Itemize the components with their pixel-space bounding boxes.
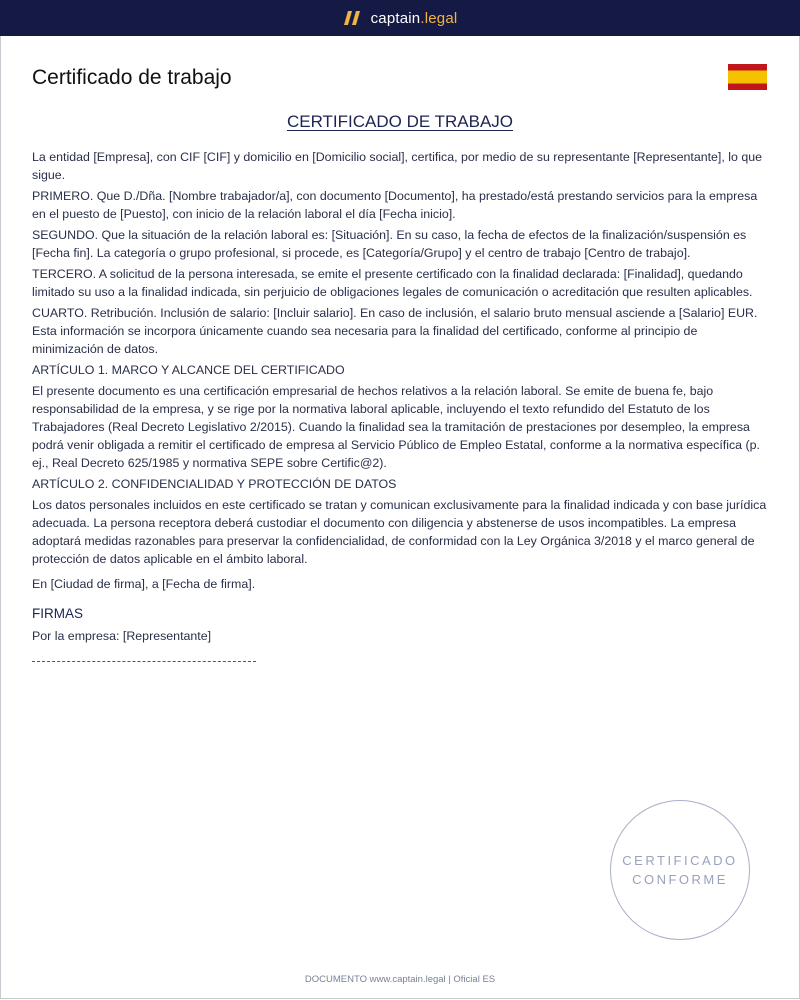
footer-text: DOCUMENTO www.captain.legal | Oficial ES — [304, 974, 496, 985]
stamp-line-2: CONFORME — [632, 872, 728, 887]
clause-tercero: TERCERO. A solicitud de la persona interesada, se emite el presente certificado con la finalidad declarada: [Finalidad], quedando limitado su uso a la finalidad indicada, sin perjuicio de obligaciones legales de comunicación o acreditación que resulten aplicables. — [32, 267, 753, 299]
document-title: CERTIFICADO DE TRABAJO — [286, 112, 514, 131]
article-1-text: El presente documento es una certificación empresarial de hechos relativos a la relación laboral. Se emite de buena fe, bajo responsabilidad de la empresa, y se rige por la normativa laboral aplicable, incluyendo el texto refundido del Estatuto de los Trabajadores (Real Decreto Legislativo 2/2015). Cuando la finalidad sea la tramitación de prestaciones por desempleo, la empresa podrá venir obligada a remitir el certificado de empresa al Servicio Público de Empleo Estatal, conforme a la normativa específica (p. ej., Real Decreto 625/1985 y normativa SEPE sobre Certific@2). — [32, 384, 760, 470]
page-title: Certificado de trabajo — [32, 66, 232, 89]
clause-segundo: SEGUNDO. Que la situación de la relación laboral es: [Situación]. En su caso, la fecha de efectos de la finalización/suspensión es [Fecha fin]. La categoría o grupo profesional, si procede, es [Categoría/Grupo] y el centro de trabajo [Centro de trabajo]. — [32, 228, 747, 260]
document-body — [32, 148, 772, 662]
certificate-stamp — [610, 800, 750, 940]
signatures-heading: FIRMAS — [32, 606, 84, 621]
captain-logo-icon — [343, 10, 363, 26]
spain-flag-icon — [728, 64, 767, 90]
top-bar — [0, 0, 800, 36]
article-2-text: Los datos personales incluidos en este certificado se tratan y comunican exclusivamente para la finalidad indicada y con base jurídica adecuada. La persona receptora deberá custodiar el documento con diligencia y abstenerse de usos incompatibles. La empresa adoptará medidas razonables para preservar la confidencialidad, de conformidad con la Ley Orgánica 3/2018 y el marco general de protección de datos aplicable en el ámbito laboral. — [32, 498, 767, 566]
clause-primero: PRIMERO. Que D./Dña. [Nombre trabajador/a], con documento [Documento], ha prestado/está prestando servicios para la empresa en el puesto de [Puesto], con inicio de la relación laboral el día [Fecha inicio]. — [32, 189, 758, 221]
clause-cuarto: CUARTO. Retribución. Inclusión de salario: [Incluir salario]. En caso de inclusión, el salario bruto mensual asciende a [Salario] EUR. Esta información se incorpora únicamente cuando sea necesaria para la finalidad del certificado, conforme al principio de minimización de datos. — [32, 306, 758, 356]
article-1-heading: ARTÍCULO 1. MARCO Y ALCANCE DEL CERTIFICADO — [32, 363, 345, 377]
brand-name: captain.legal — [370, 9, 458, 27]
brand-logo[interactable] — [343, 10, 458, 27]
intro-paragraph: La entidad [Empresa], con CIF [CIF] y domicilio en [Domicilio social], certifica, por medio de su representante [Representante], lo que sigue. — [32, 150, 763, 182]
signature-line — [32, 661, 256, 662]
article-2-heading: ARTÍCULO 2. CONFIDENCIALIDAD Y PROTECCIÓN DE DATOS — [32, 477, 397, 491]
stamp-line-1: CERTIFICADO — [622, 853, 738, 868]
closing-line: En [Ciudad de firma], a [Fecha de firma]. — [32, 577, 256, 591]
company-signature-line: Por la empresa: [Representante] — [32, 629, 212, 643]
